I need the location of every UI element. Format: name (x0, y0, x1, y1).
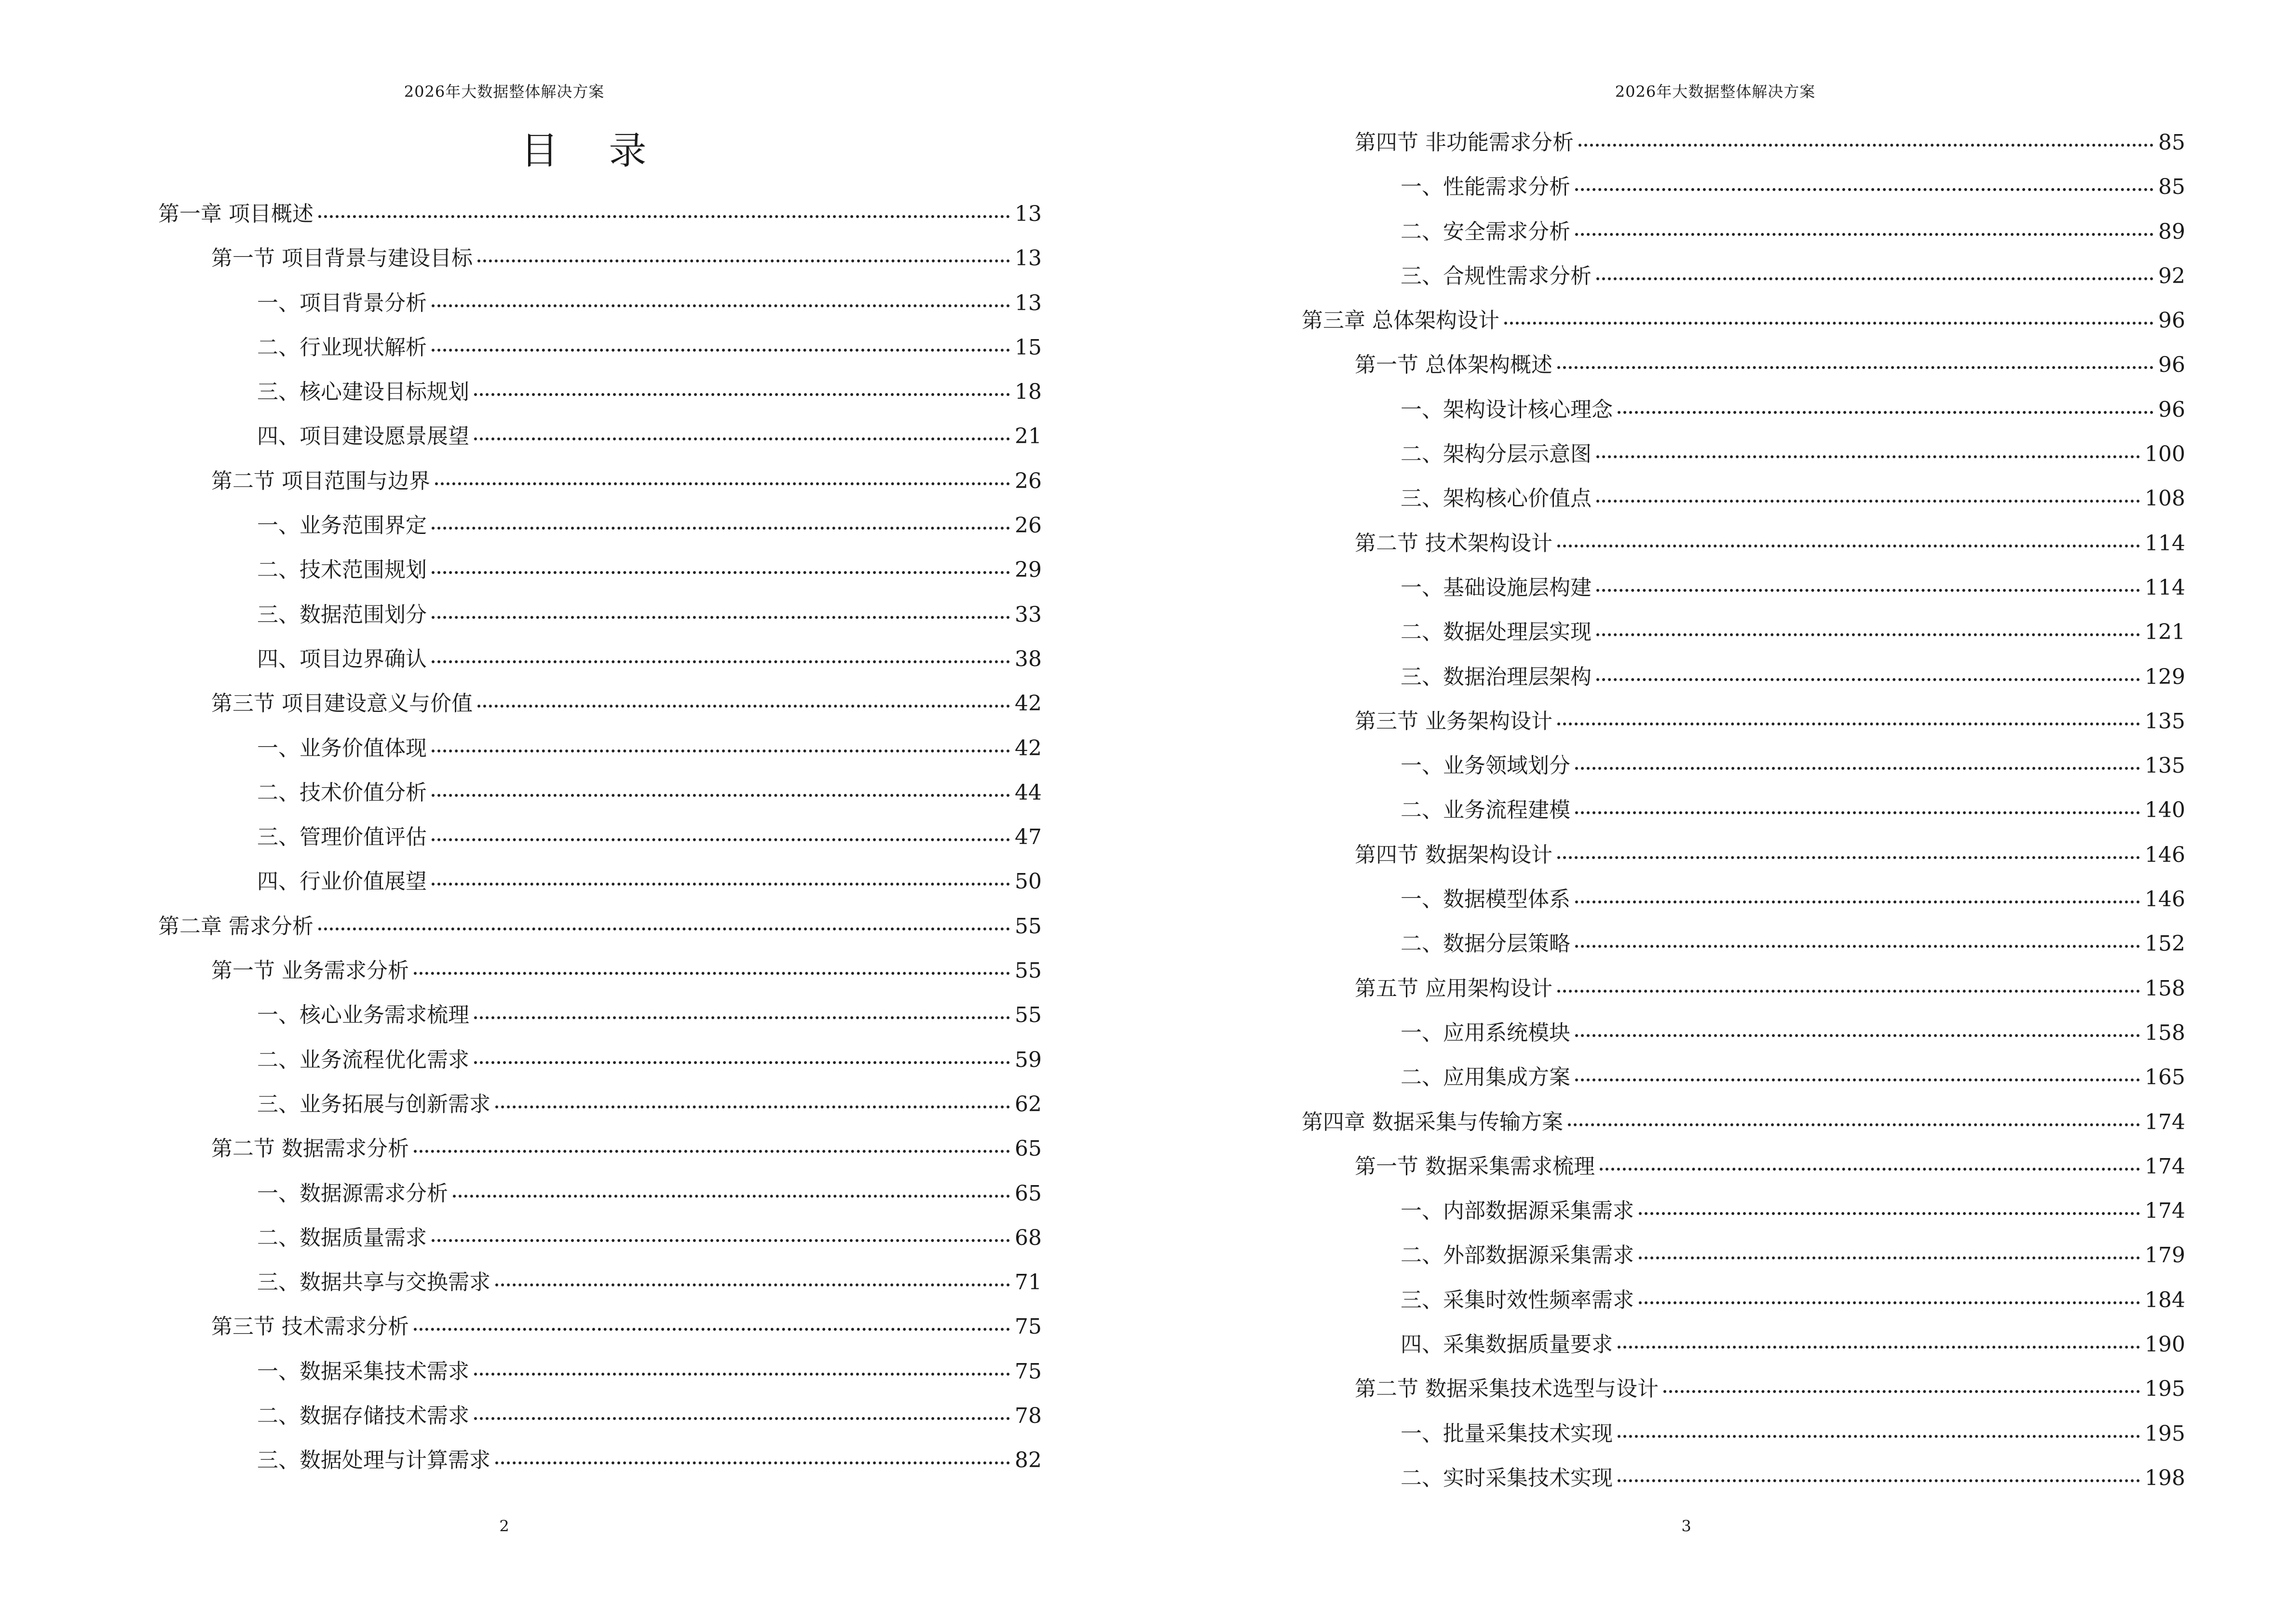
dot-leader (495, 1283, 1010, 1286)
toc-entry[interactable] (1302, 744, 2185, 788)
toc-entry[interactable] (1302, 477, 2185, 521)
toc-entry[interactable] (158, 1394, 1042, 1438)
dot-leader (1639, 1301, 2140, 1304)
toc-entry-page: 85 (2158, 130, 2185, 155)
dot-leader (1568, 1123, 2140, 1126)
toc-entry-page: 152 (2145, 931, 2185, 956)
dot-leader (318, 928, 1010, 930)
toc-entry[interactable] (1302, 1323, 2185, 1367)
dot-leader (1579, 144, 2153, 147)
toc-entry-label: 一、应用系统模块 (1401, 1020, 1570, 1045)
toc-entry[interactable] (158, 993, 1042, 1037)
toc-entry-label: 第二节 数据需求分析 (211, 1136, 409, 1161)
toc-entry-label: 第一章 项目概述 (158, 202, 313, 226)
dot-leader (477, 259, 1010, 262)
toc-entry-page: 96 (2158, 397, 2185, 422)
toc-entry-label: 第二节 技术架构设计 (1355, 531, 1552, 556)
toc-entry-page: 62 (1015, 1092, 1042, 1117)
dot-leader (1504, 322, 2153, 325)
toc-entry-page: 85 (2158, 175, 2185, 200)
dot-leader (1596, 589, 2140, 592)
toc-entry[interactable] (158, 682, 1042, 726)
page-number: 3 (1681, 1517, 1691, 1535)
toc-entry[interactable] (1302, 610, 2185, 655)
dot-leader (432, 794, 1010, 797)
toc-entry[interactable] (158, 1350, 1042, 1394)
dot-leader (432, 838, 1010, 841)
toc-entry-page: 21 (1015, 424, 1042, 449)
toc-entry-page: 114 (2145, 575, 2185, 600)
toc-entry[interactable] (1302, 1145, 2185, 1189)
toc-entry-label: 四、采集数据质量要求 (1401, 1332, 1613, 1357)
toc-entry[interactable] (158, 771, 1042, 815)
toc-entry-label: 第五节 应用架构设计 (1355, 976, 1552, 1001)
toc-entry-page: 65 (1015, 1136, 1042, 1161)
toc-entry-page: 38 (1015, 646, 1042, 671)
dot-leader (432, 750, 1010, 752)
dot-leader (432, 616, 1010, 619)
dot-leader (474, 437, 1010, 440)
toc-entry-label: 二、技术范围规划 (257, 558, 427, 583)
toc-entry-page: 158 (2145, 1020, 2185, 1045)
toc-entry[interactable] (1302, 1412, 2185, 1456)
toc-entry-page: 96 (2158, 308, 2185, 333)
toc-entry-label: 第三节 业务架构设计 (1355, 709, 1552, 734)
toc-entry-label: 三、数据处理与计算需求 (257, 1448, 490, 1473)
toc-entry[interactable] (1302, 254, 2185, 299)
toc-entry[interactable] (1302, 165, 2185, 209)
toc-entry-page: 135 (2145, 753, 2185, 778)
toc-entry[interactable] (1302, 877, 2185, 922)
toc-entry-label: 四、项目建设愿景展望 (257, 424, 469, 449)
toc-entry[interactable] (158, 281, 1042, 326)
toc-entry[interactable] (1302, 299, 2185, 343)
toc-entry-page: 18 (1015, 380, 1042, 405)
toc-entry[interactable] (158, 726, 1042, 771)
toc-entry[interactable] (158, 593, 1042, 637)
toc-entry-label: 二、业务流程建模 (1401, 798, 1570, 823)
toc-entry-page: 146 (2145, 842, 2185, 867)
toc-entry[interactable] (1302, 833, 2185, 877)
toc-entry-label: 第二章 需求分析 (158, 914, 313, 939)
toc-entry-label: 二、业务流程优化需求 (257, 1047, 469, 1072)
dot-leader (1596, 500, 2140, 503)
toc-entry[interactable] (158, 459, 1042, 504)
toc-entry-page: 44 (1015, 780, 1042, 805)
toc-entry-label: 二、应用集成方案 (1401, 1065, 1570, 1090)
dot-leader (435, 482, 1010, 485)
dot-leader (1557, 856, 2140, 859)
dot-leader (1575, 767, 2140, 770)
toc-entry[interactable] (158, 1305, 1042, 1349)
toc-entry[interactable] (158, 949, 1042, 993)
toc-entry-label: 一、内部数据源采集需求 (1401, 1199, 1634, 1224)
dot-leader (1557, 366, 2153, 369)
dot-leader (1557, 545, 2140, 547)
toc-entry-page: 190 (2145, 1332, 2185, 1357)
toc-entry-label: 三、数据治理层架构 (1401, 664, 1592, 689)
toc-entry[interactable] (158, 548, 1042, 592)
toc-entry-label: 一、业务范围界定 (257, 513, 427, 538)
toc-entry-page: 13 (1015, 202, 1042, 226)
toc-entry[interactable] (1302, 521, 2185, 566)
toc-entry-label: 第三节 项目建设意义与价值 (211, 691, 473, 716)
dot-leader (1596, 455, 2140, 458)
toc-entry[interactable] (158, 1038, 1042, 1082)
toc-entry-label: 二、数据存储技术需求 (257, 1404, 469, 1429)
dot-leader (495, 1105, 1010, 1108)
toc-entry-label: 三、业务拓展与创新需求 (257, 1092, 490, 1117)
toc-entry[interactable] (158, 904, 1042, 949)
toc-entry-label: 第四节 数据架构设计 (1355, 842, 1552, 867)
toc-title: 目 录 (520, 129, 666, 173)
toc-entry-page: 165 (2145, 1065, 2185, 1090)
toc-entry[interactable] (158, 815, 1042, 860)
dot-leader (432, 571, 1010, 574)
toc-entry[interactable] (1302, 1367, 2185, 1411)
toc-entry-page: 65 (1015, 1181, 1042, 1206)
dot-leader (432, 304, 1010, 307)
toc-entry-label: 一、基础设施层构建 (1401, 575, 1592, 600)
toc-entry[interactable] (1302, 343, 2185, 387)
toc-entry[interactable] (158, 414, 1042, 459)
toc-entry[interactable] (1302, 1189, 2185, 1233)
toc-entry-page: 29 (1015, 558, 1042, 583)
toc-entry[interactable] (1302, 1456, 2185, 1501)
toc-entry-label: 二、技术价值分析 (257, 780, 427, 805)
dot-leader (474, 1016, 1010, 1019)
toc-entry-page: 78 (1015, 1404, 1042, 1429)
dot-leader (432, 660, 1010, 663)
toc-entry[interactable] (158, 326, 1042, 370)
toc-entry-page: 108 (2145, 486, 2185, 511)
toc-entry[interactable] (158, 637, 1042, 682)
dot-leader (1557, 723, 2140, 725)
toc-entry-label: 第三章 总体架构设计 (1302, 308, 1499, 333)
dot-leader (474, 1417, 1010, 1420)
toc-entry-page: 26 (1015, 513, 1042, 538)
toc-entry-label: 一、数据模型体系 (1401, 887, 1570, 912)
toc-entry-label: 第一节 项目背景与建设目标 (211, 246, 473, 271)
toc-entry-page: 140 (2145, 798, 2185, 823)
toc-entry-label: 一、批量采集技术实现 (1401, 1421, 1613, 1446)
dot-leader (1575, 811, 2140, 814)
toc-entry-page: 89 (2158, 219, 2185, 244)
dot-leader (432, 883, 1010, 886)
toc-entry-page: 146 (2145, 887, 2185, 912)
toc-entry[interactable] (158, 236, 1042, 281)
dot-leader (474, 1373, 1010, 1376)
toc-entry[interactable] (1302, 1278, 2185, 1323)
dot-leader (414, 972, 1010, 975)
toc-entry-page: 55 (1015, 958, 1042, 983)
toc-entry-label: 一、核心业务需求梳理 (257, 1003, 469, 1028)
dot-leader (1639, 1212, 2140, 1215)
toc-entry[interactable] (1302, 121, 2185, 165)
toc-entry-label: 二、数据处理层实现 (1401, 620, 1592, 645)
toc-entry-page: 55 (1015, 1003, 1042, 1028)
toc-entry-page: 179 (2145, 1243, 2185, 1268)
page-header: 2026年大数据整体解决方案 (1615, 82, 1816, 101)
toc-entry-page: 158 (2145, 976, 2185, 1001)
toc-entry-label: 一、业务领域划分 (1401, 753, 1570, 778)
dot-leader (414, 1150, 1010, 1153)
toc-entry-label: 二、安全需求分析 (1401, 219, 1570, 244)
toc-entry-label: 第二节 项目范围与边界 (211, 468, 430, 493)
dot-leader (474, 393, 1010, 396)
toc-entry-label: 四、行业价值展望 (257, 869, 427, 894)
toc-entry-page: 75 (1015, 1314, 1042, 1339)
page-header: 2026年大数据整体解决方案 (404, 82, 605, 101)
toc-entry-label: 二、行业现状解析 (257, 335, 427, 360)
toc-entry-label: 三、管理价值评估 (257, 825, 427, 850)
toc-entry[interactable] (158, 1260, 1042, 1305)
toc-entry-page: 96 (2158, 353, 2185, 378)
toc-entry-label: 一、项目背景分析 (257, 290, 427, 315)
dot-leader (1663, 1390, 2140, 1393)
toc-entry-label: 一、架构设计核心理念 (1401, 397, 1613, 422)
toc-entry-page: 68 (1015, 1225, 1042, 1250)
toc-entry[interactable] (1302, 432, 2185, 477)
toc-entry-label: 第一节 业务需求分析 (211, 958, 409, 983)
toc-entry-page: 135 (2145, 709, 2185, 734)
toc-entry-page: 26 (1015, 468, 1042, 493)
dot-leader (432, 1239, 1010, 1242)
toc-entry-page: 42 (1015, 691, 1042, 716)
toc-entry[interactable] (1302, 1055, 2185, 1100)
toc-entry-label: 三、采集时效性频率需求 (1401, 1287, 1634, 1312)
toc-entry-page: 50 (1015, 869, 1042, 894)
toc-entry-label: 三、架构核心价值点 (1401, 486, 1592, 511)
toc-entry[interactable] (158, 1127, 1042, 1171)
toc-entry-label: 一、业务价值体现 (257, 736, 427, 761)
dot-leader (1575, 188, 2153, 191)
toc-entry[interactable] (1302, 922, 2185, 966)
toc-entry-label: 二、数据质量需求 (257, 1225, 427, 1250)
dot-leader (1575, 1034, 2140, 1037)
toc-entry-label: 第一节 总体架构概述 (1355, 353, 1552, 378)
toc-entry-page: 198 (2145, 1465, 2185, 1490)
toc-entry[interactable] (1302, 967, 2185, 1011)
dot-leader (1618, 1479, 2140, 1482)
dot-leader (1575, 901, 2140, 903)
dot-leader (1618, 1435, 2140, 1438)
toc-entry-label: 二、外部数据源采集需求 (1401, 1243, 1634, 1268)
toc-entry-label: 第二节 数据采集技术选型与设计 (1355, 1377, 1659, 1402)
dot-leader (1596, 277, 2153, 280)
toc-entry-label: 第三节 技术需求分析 (211, 1314, 409, 1339)
toc-entry-page: 55 (1015, 914, 1042, 939)
toc-entry-label: 二、数据分层策略 (1401, 931, 1570, 956)
toc-entry-page: 174 (2145, 1154, 2185, 1179)
toc-entry-label: 三、数据范围划分 (257, 602, 427, 627)
toc-entry[interactable] (1302, 1011, 2185, 1055)
toc-entry-page: 174 (2145, 1199, 2185, 1224)
toc-entry-label: 第一节 数据采集需求梳理 (1355, 1154, 1595, 1179)
toc-entry-page: 13 (1015, 246, 1042, 271)
dot-leader (1575, 233, 2153, 236)
dot-leader (432, 349, 1010, 352)
toc-entry-page: 195 (2145, 1377, 2185, 1402)
toc-entry-page: 114 (2145, 531, 2185, 556)
toc-entry[interactable] (158, 504, 1042, 548)
toc-entry-label: 第四章 数据采集与传输方案 (1302, 1109, 1563, 1134)
toc-entry-label: 二、实时采集技术实现 (1401, 1465, 1613, 1490)
toc-entry-page: 71 (1015, 1270, 1042, 1295)
dot-leader (1575, 1078, 2140, 1081)
dot-leader (1596, 633, 2140, 636)
toc-entry-page: 15 (1015, 335, 1042, 360)
toc-entry-page: 75 (1015, 1359, 1042, 1384)
toc-entry-label: 第四节 非功能需求分析 (1355, 130, 1574, 155)
toc-entry-label: 三、合规性需求分析 (1401, 263, 1592, 288)
toc-entry[interactable] (1302, 788, 2185, 832)
page-number: 2 (499, 1517, 509, 1535)
dot-leader (1618, 411, 2153, 414)
toc-entry-label: 一、性能需求分析 (1401, 175, 1570, 200)
toc-entry[interactable] (1302, 655, 2185, 699)
toc-entry[interactable] (1302, 1233, 2185, 1278)
toc-entry[interactable] (1302, 388, 2185, 432)
toc-entry-label: 三、数据共享与交换需求 (257, 1270, 490, 1295)
toc-entry-page: 174 (2145, 1109, 2185, 1134)
dot-leader (414, 1328, 1010, 1331)
toc-entry-page: 59 (1015, 1047, 1042, 1072)
toc-entry-page: 184 (2145, 1287, 2185, 1312)
toc-entry[interactable] (158, 1216, 1042, 1260)
dot-leader (432, 527, 1010, 530)
dot-leader (1596, 678, 2140, 681)
dot-leader (1557, 990, 2140, 993)
toc-entry[interactable] (158, 192, 1042, 236)
dot-leader (1618, 1346, 2140, 1349)
toc-entry[interactable] (158, 860, 1042, 904)
toc-entry[interactable] (158, 1172, 1042, 1216)
dot-leader (474, 1061, 1010, 1064)
toc-entry-page: 195 (2145, 1421, 2185, 1446)
toc-entry[interactable] (1302, 210, 2185, 254)
toc-entry-page: 129 (2145, 664, 2185, 689)
dot-leader (1600, 1168, 2140, 1171)
toc-entry[interactable] (1302, 699, 2185, 744)
dot-leader (453, 1195, 1010, 1198)
toc-entry[interactable] (158, 1082, 1042, 1127)
toc-entry[interactable] (158, 1438, 1042, 1483)
toc-entry-page: 42 (1015, 736, 1042, 761)
toc-list-left (158, 192, 1042, 1483)
right-page (1144, 0, 2287, 1624)
toc-entry-page: 82 (1015, 1448, 1042, 1473)
toc-entry-label: 四、项目边界确认 (257, 646, 427, 671)
toc-entry-label: 二、架构分层示意图 (1401, 442, 1592, 467)
dot-leader (318, 215, 1010, 218)
toc-entry[interactable] (1302, 1100, 2185, 1145)
toc-entry-label: 一、数据源需求分析 (257, 1181, 448, 1206)
dot-leader (1639, 1256, 2140, 1259)
toc-list-right (1302, 121, 2185, 1501)
dot-leader (1575, 945, 2140, 948)
toc-entry[interactable] (1302, 566, 2185, 610)
toc-entry-page: 13 (1015, 290, 1042, 315)
toc-entry-page: 121 (2145, 620, 2185, 645)
toc-entry[interactable] (158, 370, 1042, 414)
toc-entry-page: 92 (2158, 263, 2185, 288)
dot-leader (477, 705, 1010, 708)
toc-entry-label: 一、数据采集技术需求 (257, 1359, 469, 1384)
toc-entry-page: 47 (1015, 825, 1042, 850)
dot-leader (495, 1461, 1010, 1464)
toc-entry-page: 100 (2145, 442, 2185, 467)
toc-entry-page: 33 (1015, 602, 1042, 627)
toc-entry-label: 三、核心建设目标规划 (257, 380, 469, 405)
